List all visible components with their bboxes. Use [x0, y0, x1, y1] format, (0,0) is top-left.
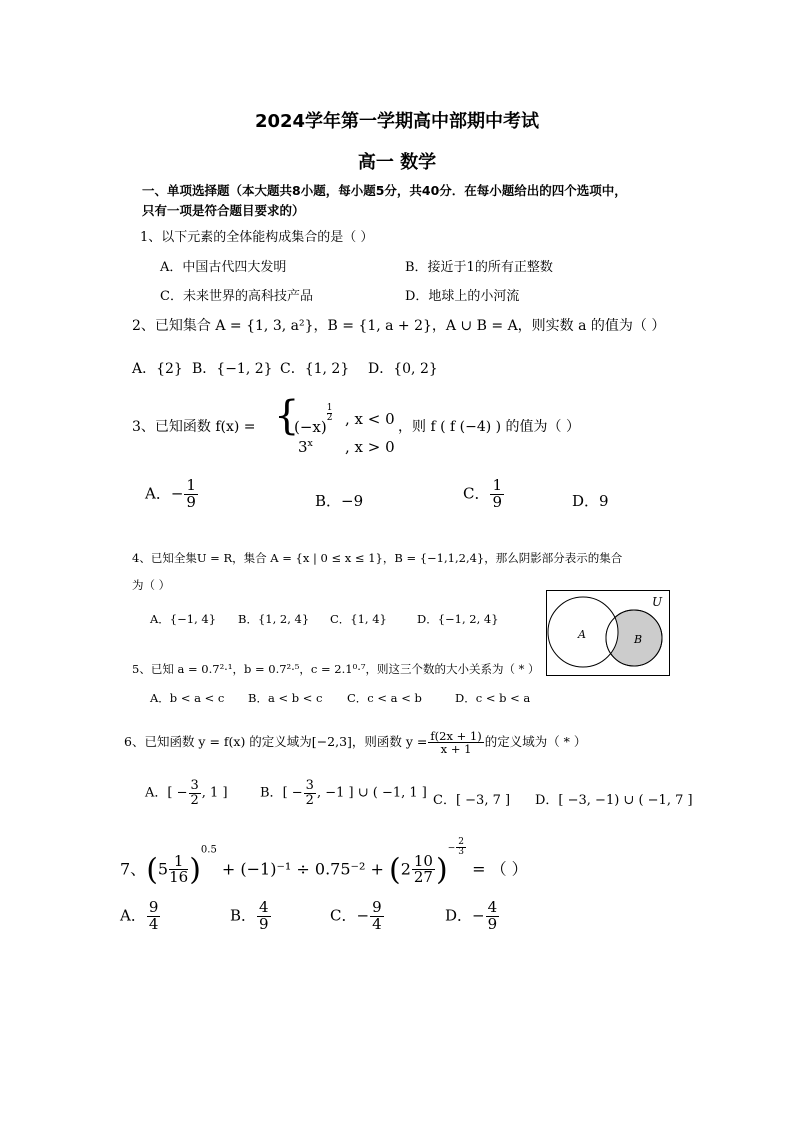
- q1-option-d: D．地球上的小河流: [405, 289, 520, 304]
- q5-stem: 5、已知 a = 0.7²·¹，b = 0.7²·⁵，c = 2.1⁰·⁷，则这三个数的大小关系为（ * ）: [132, 662, 540, 676]
- venn-diagram: [546, 590, 670, 676]
- q4-option-d: D．{−1, 2, 4}: [417, 612, 499, 626]
- q7-option-a: A． $\frac{9}{4}$: [120, 898, 159, 933]
- q4-stem: 4、已知全集U = R，集合 A = {x | 0 ≤ x ≤ 1}，B = {−1,1,2,4}，那么阴影部分表示的集合: [132, 551, 623, 565]
- q7-option-b: B． $\frac{4}{9}$: [230, 898, 269, 933]
- q6-stem-post: 的定义域为（ * ）: [484, 734, 587, 750]
- q2-option-c: C．{1, 2}: [280, 361, 350, 377]
- q1-option-a: A．中国古代四大发明: [160, 260, 287, 275]
- q5-option-c: C．c < a < b: [347, 691, 422, 705]
- q2-option-a: A．{2}: [132, 361, 183, 377]
- q3-case2: [298, 438, 313, 456]
- q6-stem: [124, 730, 586, 755]
- q6-option-a: A．[ − $\frac{3}{2}$ , 1 ]: [145, 778, 228, 808]
- q3-case2-expr: 3: [298, 438, 308, 456]
- q7-expression: 7、(5 $\frac{1}{16}$ )$^{0.5}$ + (−1)⁻¹ ÷ 0.75⁻² + (2 $\frac{10}{27}$ )− $\frac{2}{3}$ = （ ）: [120, 837, 528, 888]
- venn-label-u: U: [652, 595, 663, 609]
- q2-stem: 2、已知集合 A = {1, 3, a²}，B = {1, a + 2}，A ∪ B = A，则实数 a 的值为（ ）: [132, 318, 666, 334]
- q6-stem-fraction: $\frac{f(2x + 1)}{x + 1}$: [430, 729, 482, 757]
- section-heading-line1: 一、单项选择题（本大题共8小题，每小题5分，共40分．在每小题给出的四个选项中，: [142, 183, 627, 198]
- q6-stem-pre: 6、已知函数 y = f(x) 的定义域为[−2,3]，则函数 y =: [124, 734, 428, 750]
- exam-subtitle: 高一 数学: [357, 152, 437, 173]
- q7-middle: + (−1)⁻¹ ÷ 0.75⁻² +: [221, 859, 384, 879]
- q3-option-a: A．− $\frac{1}{9}$: [145, 476, 196, 511]
- venn-label-b: B: [634, 633, 643, 646]
- q3-prefix: 3、已知函数 f(x) =: [132, 419, 256, 435]
- q6-option-b: B．[ − $\frac{3}{2}$ , −1 ] ∪ ( −1, 1 ]: [260, 778, 427, 808]
- q3-option-d: D．9: [572, 492, 609, 510]
- q3-case2-exponent: x: [307, 438, 313, 449]
- q4-stem-cont: 为（ ）: [132, 578, 171, 592]
- q6-option-d: D．[ −3, −1) ∪ ( −1, 7 ]: [535, 793, 693, 808]
- q3-case2-cond: , x > 0: [345, 438, 395, 456]
- q3-option-c: C． $\frac{1}{9}$: [463, 476, 503, 511]
- q1-option-c: C．未来世界的高科技产品: [160, 289, 313, 304]
- q4-option-b: B．{1, 2, 4}: [238, 612, 310, 626]
- q1-stem: 1、以下元素的全体能构成集合的是（ ）: [140, 230, 374, 245]
- exam-title: 2024学年第一学期高中部期中考试: [254, 111, 540, 132]
- venn-label-a: A: [578, 628, 586, 641]
- q5-option-a: A．b < a < c: [150, 691, 225, 705]
- q7-option-d: D．− $\frac{4}{9}$: [445, 898, 498, 933]
- q6-option-c: C．[ −3, 7 ]: [433, 793, 511, 808]
- q5-option-b: B．a < b < c: [248, 691, 323, 705]
- q4-option-a: A．{−1, 4}: [150, 612, 217, 626]
- q7-label: 7、: [120, 859, 147, 879]
- q7-option-c: C．− $\frac{9}{4}$: [330, 898, 382, 933]
- q3-case1-expr: (−x): [294, 418, 327, 436]
- section-heading-line2: 只有一项是符合题目要求的）: [142, 203, 305, 218]
- q2-option-b: B．{−1, 2}: [192, 361, 273, 377]
- q3-case1-cond: , x < 0: [345, 410, 395, 428]
- q3-option-b: B．−9: [315, 492, 364, 510]
- q3-case1-exponent: $\frac{1}{2}$: [326, 403, 333, 423]
- q3-case1: [294, 404, 332, 436]
- q4-option-c: C．{1, 4}: [330, 612, 387, 626]
- q3-brace: {: [274, 393, 300, 439]
- q3-suffix: ，则 f ( f (−4) ) 的值为（ ）: [398, 419, 580, 435]
- q5-option-d: D．c < b < a: [455, 691, 531, 705]
- q2-option-d: D．{0, 2}: [368, 361, 438, 377]
- q1-option-b: B．接近于1的所有正整数: [405, 260, 553, 275]
- q7-tail: = （ ）: [472, 859, 528, 879]
